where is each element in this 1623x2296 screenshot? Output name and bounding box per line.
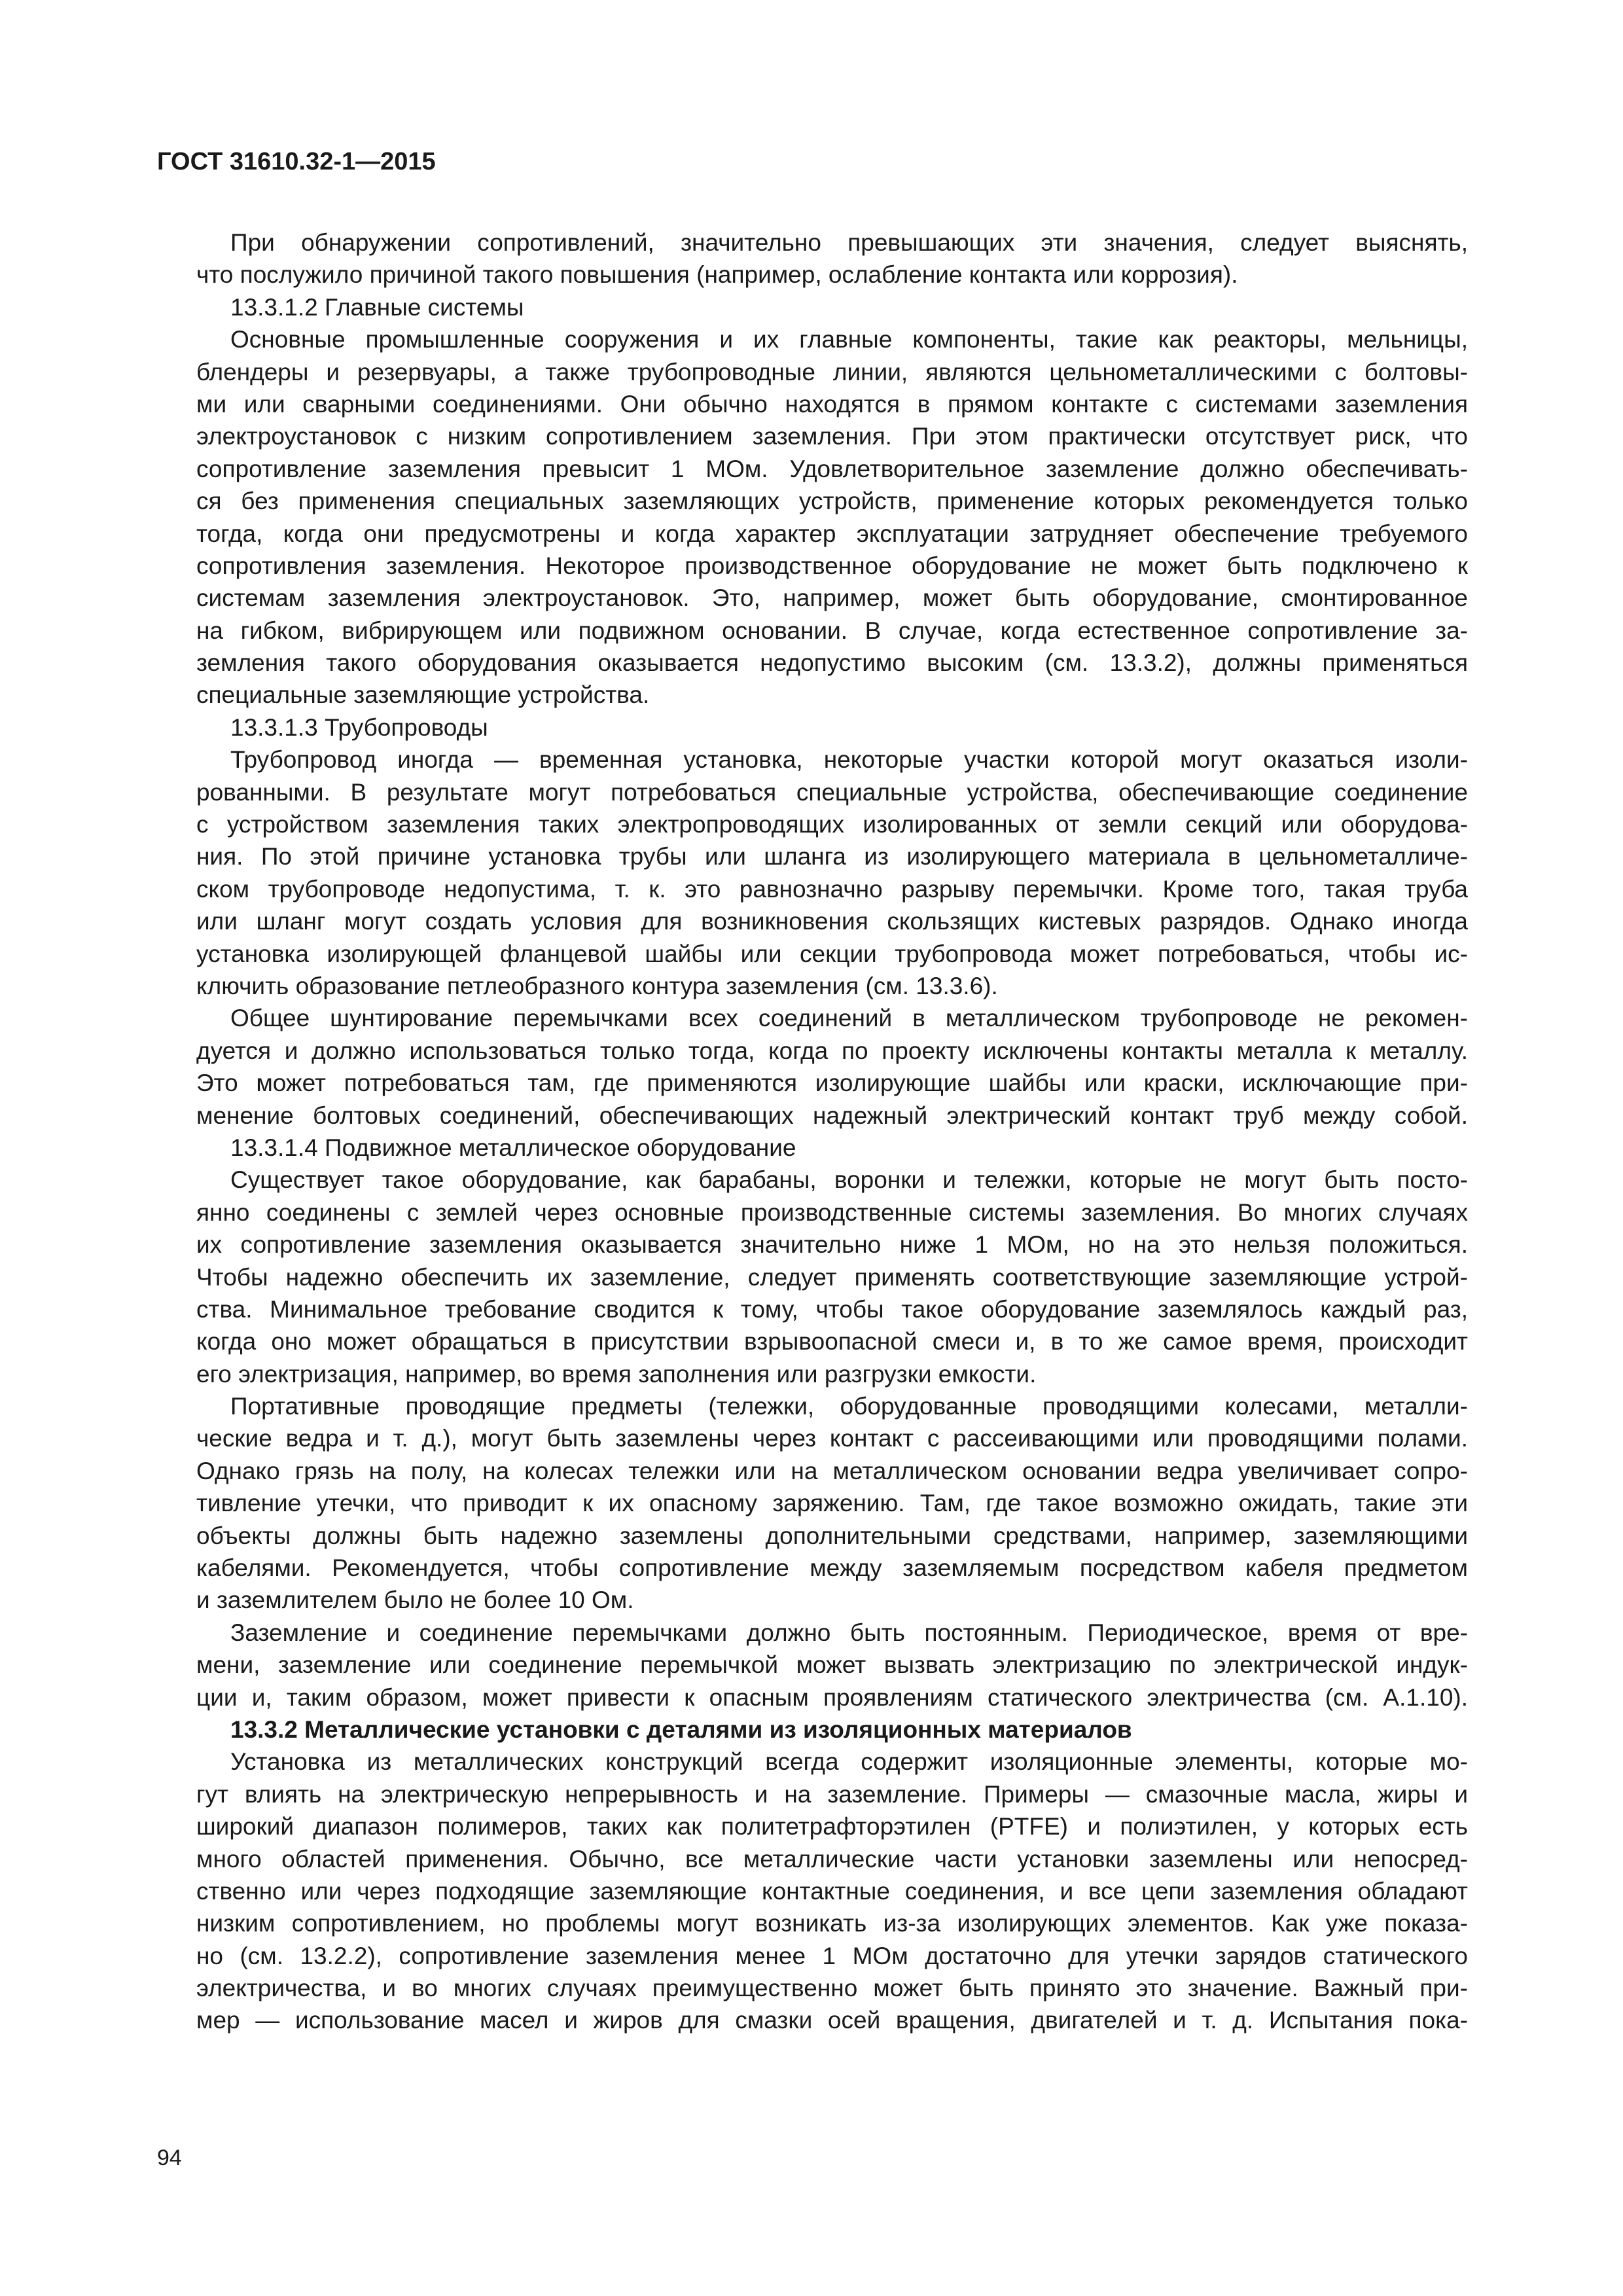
text-line: тогда, когда они предусмотрены и когда характер эксплуатации затрудняет обеспечение требуемого (196, 520, 1468, 547)
text-line: менение болтовых соединений, обеспечивающих надежный электрический контакт труб между собой. (196, 1102, 1468, 1129)
text-line: широкий диапазон полимеров, таких как политетрафторэтилен (PTFE) и полиэтилен, у которых есть (196, 1813, 1468, 1840)
text-line: кабелями. Рекомендуется, чтобы сопротивление между заземляемым посредством кабеля предметом (196, 1554, 1468, 1582)
body-text (196, 226, 1468, 2037)
text-line: электроустановок с низким сопротивлением заземления. При этом практически отсутствует риск, что (196, 423, 1468, 450)
text-line: Установка из металлических конструкций всегда содержит изоляционные элементы, которые мо- (230, 1748, 1468, 1776)
text-line: мер — использование масел и жиров для смазки осей вращения, двигателей и т. д. Испытания пока- (196, 2007, 1468, 2034)
text-line: и заземлителем было не более 10 Ом. (196, 1587, 634, 1614)
text-line: электричества, и во многих случаях преимущественно может быть принято это значение. Важный при- (196, 1975, 1468, 2002)
text-line: специальные заземляющие устройства. (196, 681, 650, 709)
text-line: или шланг могут создать условия для возникновения скользящих кистевых разрядов. Однако иногда (196, 908, 1468, 935)
text-line: установка изолирующей фланцевой шайбы или секции трубопровода может потребоваться, чтобы ис- (196, 940, 1468, 967)
text-line: много областей применения. Обычно, все металлические части установки заземлены или непосред- (196, 1845, 1468, 1873)
text-line: низким сопротивлением, но проблемы могут возникать из-за изолирующих элементов. Как уже показа- (196, 1910, 1468, 1937)
page-number: 94 (157, 2145, 182, 2170)
text-line: ключить образование петлеобразного контура заземления (см. 13.3.6). (196, 972, 998, 999)
text-line: ческие ведра и т. д.), могут быть заземлены через контакт с рассеивающими или проводящими полами. (196, 1425, 1468, 1452)
text-line: ся без применения специальных заземляющих устройств, применение которых рекомендуется только (196, 488, 1468, 515)
text-line: ния. По этой причине установка трубы или шланга из изолирующего материала в цельнометалличе- (196, 843, 1468, 870)
text-line: ства. Минимальное требование сводится к тому, чтобы такое оборудование заземлялось каждый раз, (196, 1295, 1468, 1323)
text-line: Заземление и соединение перемычками должно быть постоянным. Периодическое, время от вре- (230, 1619, 1468, 1646)
section-heading-line: 13.3.2 Металлические установки с деталями из изоляционных материалов (230, 1715, 1132, 1743)
text-line: Основные промышленные сооружения и их главные компоненты, такие как реакторы, мельницы, (230, 326, 1468, 353)
standard-header: ГОСТ 31610.32-1—2015 (157, 148, 436, 175)
text-line: объекты должны быть надежно заземлены дополнительными средствами, например, заземляющими (196, 1522, 1468, 1549)
text-line: ми или сварными соединениями. Они обычно находятся в прямом контакте с системами заземления (196, 390, 1468, 418)
text-line: Трубопровод иногда — временная установка, некоторые участки которой могут оказаться изоли- (230, 746, 1468, 774)
text-line: системам заземления электроустановок. Это, например, может быть оборудование, смонтированное (196, 584, 1468, 612)
text-line: с устройством заземления таких электропроводящих изолированных от земли секций или оборудова- (196, 811, 1468, 838)
text-line: сопротивление заземления превысит 1 МОм. Удовлетворительное заземление должно обеспечивать- (196, 455, 1468, 482)
text-line: янно соединены с землей через основные производственные системы заземления. Во многих случаях (196, 1198, 1468, 1226)
text-line: ции и, таким образом, может привести к опасным проявлениям статического электричества (см. А.1.10). (196, 1683, 1468, 1711)
text-line: Это может потребоваться там, где применяются изолирующие шайбы или краски, исключающие при- (196, 1069, 1468, 1097)
text-line: 13.3.1.3 Трубопроводы (230, 713, 488, 741)
text-line: дуется и должно использоваться только тогда, когда по проекту исключены контакты металла к металлу. (196, 1037, 1468, 1064)
text-line: гут влиять на электрическую непрерывность и на заземление. Примеры — смазочные масла, жиры и (196, 1780, 1468, 1808)
text-line: рованными. В результате могут потребоваться специальные устройства, обеспечивающие соединение (196, 778, 1468, 806)
text-line: Общее шунтирование перемычками всех соединений в металлическом трубопроводе не рекомен- (230, 1005, 1468, 1032)
text-line: Существует такое оборудование, как барабаны, воронки и тележки, которые не могут быть посто- (230, 1166, 1468, 1194)
text-line: 13.3.1.2 Главные системы (230, 293, 524, 321)
text-line: что послужило причиной такого повышения (например, ослабление контакта или коррозия). (196, 261, 1238, 289)
text-line: ском трубопроводе недопустима, т. к. это равнозначно разрыву перемычки. Кроме того, такая труба (196, 875, 1468, 903)
text-line: 13.3.1.4 Подвижное металлическое оборудование (230, 1134, 796, 1161)
text-line: сопротивления заземления. Некоторое производственное оборудование не может быть подключено к (196, 552, 1468, 579)
text-line: тивление утечки, что приводит к их опасному заряжению. Там, где такое возможно ожидать, такие эти (196, 1490, 1468, 1517)
text-line: когда оно может обращаться в присутствии взрывоопасной смеси и, в то же самое время, происходит (196, 1328, 1468, 1355)
text-line: Однако грязь на полу, на колесах тележки или на металлическом основании ведра увеличивает сопро- (196, 1457, 1468, 1484)
text-line: его электризация, например, во время заполнения или разгрузки емкости. (196, 1360, 1037, 1388)
text-line: Портативные проводящие предметы (тележки, оборудованные проводящими колесами, металли- (230, 1393, 1468, 1420)
text-line: Чтобы надежно обеспечить их заземление, следует применять соответствующие заземляющие устрой- (196, 1263, 1468, 1291)
text-line: При обнаружении сопротивлений, значительно превышающих эти значения, следует выяснять, (230, 229, 1468, 256)
text-line: мени, заземление или соединение перемычкой может вызвать электризацию по электрической индук- (196, 1651, 1468, 1679)
text-line: земления такого оборудования оказывается недопустимо высоким (см. 13.3.2), должны применяться (196, 649, 1468, 677)
text-line: на гибком, вибрирующем или подвижном основании. В случае, когда естественное сопротивление за- (196, 617, 1468, 644)
text-line: но (см. 13.2.2), сопротивление заземления менее 1 МОм достаточно для утечки зарядов статического (196, 1942, 1468, 1969)
text-line: блендеры и резервуары, а также трубопроводные линии, являются цельнометаллическими с болтовы- (196, 358, 1468, 386)
text-line: их сопротивление заземления оказывается значительно ниже 1 МОм, но на это нельзя положиться. (196, 1231, 1468, 1259)
text-line: ственно или через подходящие заземляющие контактные соединения, и все цепи заземления обладают (196, 1877, 1468, 1905)
